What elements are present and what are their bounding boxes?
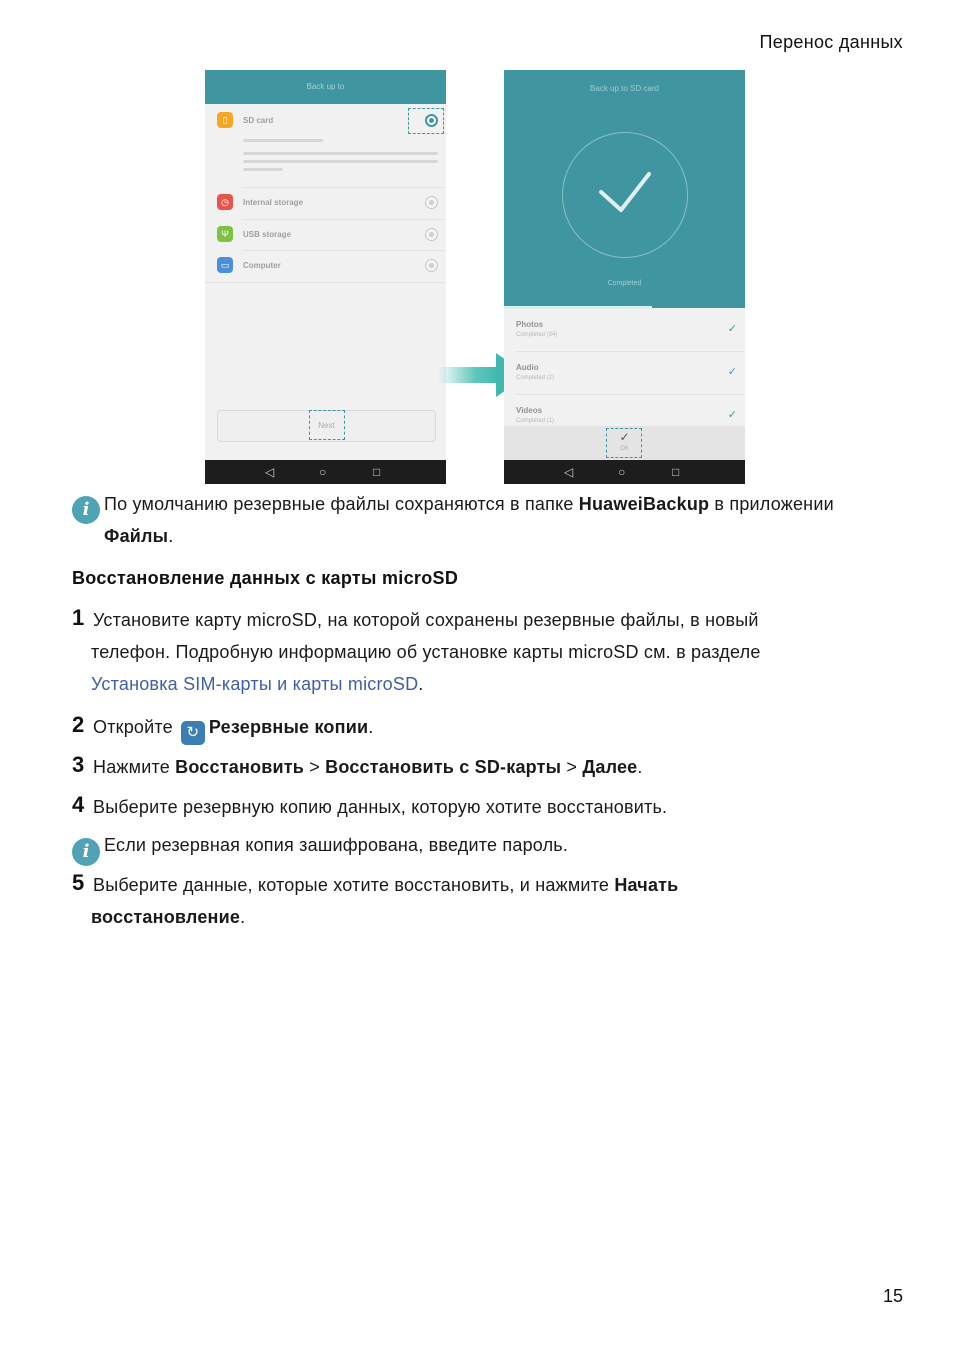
- description-text: [243, 152, 438, 155]
- check-icon: ✓: [727, 366, 737, 378]
- item-status: Completed (1): [516, 418, 555, 424]
- highlight-frame: [408, 108, 444, 134]
- step-number: 2: [72, 712, 85, 737]
- step-number: 5: [72, 870, 85, 895]
- option-label: SD card: [243, 116, 274, 125]
- step-text: Выберите данные, которые хотите восстановить, и нажмите: [93, 875, 615, 895]
- sd-card-icon: ▯: [217, 112, 233, 128]
- option-label: USB storage: [243, 230, 292, 239]
- item-name: Audio: [516, 363, 539, 372]
- menu-path-item: Восстановить с SD-карты: [325, 757, 562, 777]
- home-icon[interactable]: ○: [319, 465, 327, 479]
- step-text: Выберите резервную копию данных, которую хотите восстановить.: [93, 797, 668, 817]
- monitor-icon: ▭: [217, 257, 233, 273]
- note-password: Если резервная копия зашифрована, введите пароль.: [104, 835, 569, 855]
- android-navbar: [504, 460, 745, 484]
- sim-card-section-link[interactable]: Установка SIM-карты и карты microSD: [91, 674, 419, 694]
- status-text: Completed: [607, 280, 642, 287]
- divider: [243, 187, 446, 188]
- screen-title: Back up to: [306, 82, 345, 91]
- page-header-title: Перенос данных: [759, 32, 903, 52]
- note-text: По умолчанию резервные файлы сохраняются в папке: [104, 494, 579, 514]
- checkmark-icon: [599, 170, 651, 216]
- divider: [243, 219, 446, 220]
- option-label: Computer: [243, 261, 281, 270]
- backup-app-icon: ↻: [181, 721, 205, 745]
- step-text: .: [637, 757, 643, 777]
- next-button-label: Next: [318, 421, 335, 430]
- item-status: Completed (34): [516, 332, 558, 338]
- check-icon: ✓: [727, 323, 737, 335]
- step-3-text: [93, 751, 913, 783]
- note-text: .: [168, 526, 174, 546]
- back-icon[interactable]: ◁: [265, 465, 275, 479]
- ok-label[interactable]: OK: [620, 446, 629, 452]
- info-icon: i: [72, 838, 100, 866]
- step-text: Нажмите: [93, 757, 176, 777]
- section-heading: Восстановление данных с карты microSD: [72, 568, 459, 588]
- description-text: [243, 160, 438, 163]
- list-item: [504, 310, 745, 352]
- divider: [205, 282, 446, 283]
- completion-panel: [504, 70, 745, 308]
- recents-icon[interactable]: □: [373, 465, 381, 479]
- step-text: .: [240, 907, 246, 927]
- step-5-text-cont: [91, 901, 911, 933]
- folder-name: HuaweiBackup: [578, 494, 710, 514]
- android-navbar: [205, 460, 446, 484]
- option-computer[interactable]: [205, 255, 446, 285]
- step-text: .: [368, 717, 374, 737]
- step-2-text: [93, 711, 913, 745]
- step-4-text: [93, 791, 913, 823]
- usb-icon: Ψ: [217, 226, 233, 242]
- app-name: Резервные копии: [208, 717, 369, 737]
- divider: [516, 351, 745, 352]
- home-icon[interactable]: ○: [618, 465, 626, 479]
- backup-location-screenshot: [205, 70, 446, 484]
- divider: [516, 394, 745, 395]
- recents-icon[interactable]: □: [672, 465, 680, 479]
- menu-path-item: Далее: [582, 757, 638, 777]
- highlight-frame: [309, 410, 345, 440]
- info-icon: i: [72, 496, 100, 524]
- backup-complete-screenshot: [504, 70, 745, 484]
- back-icon[interactable]: ◁: [564, 465, 574, 479]
- step-number: 4: [72, 792, 85, 817]
- check-icon: ✓: [727, 409, 737, 421]
- step-number: 1: [72, 605, 85, 630]
- highlight-frame: [606, 428, 642, 458]
- option-internal-storage[interactable]: [205, 192, 446, 222]
- screen-title: Back up to SD card: [590, 84, 659, 93]
- option-label: Internal storage: [243, 198, 304, 207]
- note-text: в приложении: [709, 494, 834, 514]
- item-name: Photos: [516, 320, 544, 329]
- page-number: 15: [882, 1286, 903, 1306]
- path-separator: >: [561, 757, 583, 777]
- button-name: Начать: [614, 875, 679, 895]
- item-name: Videos: [516, 406, 543, 415]
- ok-check-icon[interactable]: ✓: [619, 430, 630, 444]
- button-name: восстановление: [91, 907, 241, 927]
- screen-header: [205, 70, 446, 104]
- divider: [243, 250, 446, 251]
- step-text: Установите карту microSD, на которой сохранены резервные файлы, в новый: [93, 610, 759, 630]
- radio-unselected[interactable]: [425, 259, 438, 272]
- step-1-text: [93, 604, 913, 636]
- radio-unselected[interactable]: [425, 228, 438, 241]
- app-name: Файлы: [104, 526, 169, 546]
- description-text: [243, 168, 283, 171]
- step-text: .: [418, 674, 424, 694]
- radio-unselected[interactable]: [425, 196, 438, 209]
- menu-path-item: Восстановить: [175, 757, 305, 777]
- step-text: Откройте: [93, 717, 173, 737]
- list-item: [504, 353, 745, 395]
- step-5-text: [93, 869, 913, 901]
- step-1-text-cont: [91, 636, 911, 700]
- item-status: Completed (2): [516, 375, 555, 381]
- note-default-location: [104, 488, 904, 552]
- step-text: телефон. Подробную информацию об установке карты microSD см. в разделе: [91, 642, 761, 662]
- available-space-text: [243, 139, 323, 142]
- progress-bar: [504, 306, 652, 309]
- path-separator: >: [304, 757, 326, 777]
- step-number: 3: [72, 752, 85, 777]
- clock-icon: ◷: [217, 194, 233, 210]
